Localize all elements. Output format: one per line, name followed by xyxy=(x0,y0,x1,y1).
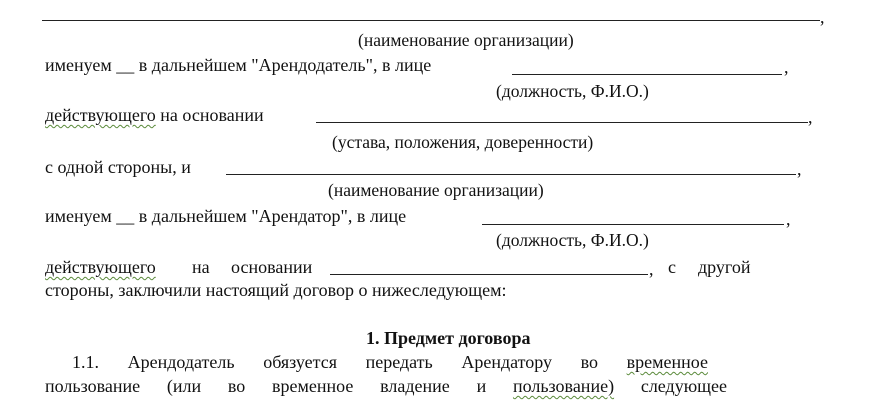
acting2-s: с xyxy=(668,257,676,277)
person2-caption: (должность, Ф.И.О.) xyxy=(496,230,649,250)
para-l1-word: передать xyxy=(365,352,433,372)
acting2-drugoy: другой xyxy=(698,257,751,277)
para-l2-word: владение xyxy=(380,376,450,396)
basis1-caption: (устава, положения, доверенности) xyxy=(332,132,594,152)
para-l2-word: временное xyxy=(272,376,354,396)
acting2-osnovanii: основании xyxy=(231,257,313,277)
concluded-text: стороны, заключили настоящий договор о нижеследующем: xyxy=(45,280,507,300)
org1-name-blank[interactable] xyxy=(42,20,820,21)
acting1-line xyxy=(45,104,264,126)
para-l1-word: Арендодатель xyxy=(127,352,235,372)
acting2-word: действующего xyxy=(45,257,156,277)
para-l2-word: следующее xyxy=(640,376,727,396)
one-side-text: с одной стороны, и xyxy=(45,157,191,177)
landlord-prefix: именуем __ в дальнейшем "Арендодатель", в лице xyxy=(45,55,432,75)
basis1-comma: , xyxy=(808,107,813,127)
org2-comma: , xyxy=(797,159,802,179)
acting2-word-wrap xyxy=(45,256,156,278)
para-l2-word: и xyxy=(476,376,487,396)
acting2-na: на xyxy=(192,257,210,277)
section1-title: 1. Предмет договора xyxy=(366,328,531,348)
acting1-rest: на основании xyxy=(155,105,264,125)
basis1-blank[interactable] xyxy=(316,122,808,123)
org1-caption: (наименование организации) xyxy=(358,30,574,50)
para-line-2 xyxy=(45,375,727,397)
para-l2-word: пользование) xyxy=(512,376,615,396)
person1-caption: (должность, Ф.И.О.) xyxy=(496,81,649,101)
basis2-blank[interactable] xyxy=(330,274,648,275)
para-line-1 xyxy=(72,351,708,373)
para-l1-word: 1.1. xyxy=(72,352,99,372)
para-l1-word: обязуется xyxy=(263,352,338,372)
tenant-prefix: именуем __ в дальнейшем "Арендатор", в лице xyxy=(45,206,407,226)
para-l1-word: временное xyxy=(626,352,708,372)
landlord-comma: , xyxy=(784,57,789,77)
org2-caption: (наименование организации) xyxy=(328,180,544,200)
para-l2-word: во xyxy=(227,376,246,396)
para-l2-word: (или xyxy=(166,376,202,396)
org2-name-blank[interactable] xyxy=(226,174,796,175)
tenant-comma: , xyxy=(786,209,791,229)
para-l2-word: пользование xyxy=(45,376,141,396)
landlord-person-blank[interactable] xyxy=(512,74,782,75)
acting1-word: действующего xyxy=(45,105,156,125)
basis2-comma: , xyxy=(649,259,654,279)
para-l1-word: Арендатору xyxy=(461,352,553,372)
tenant-person-blank[interactable] xyxy=(482,224,784,225)
org1-comma: , xyxy=(820,7,825,27)
para-l1-word: во xyxy=(580,352,599,372)
